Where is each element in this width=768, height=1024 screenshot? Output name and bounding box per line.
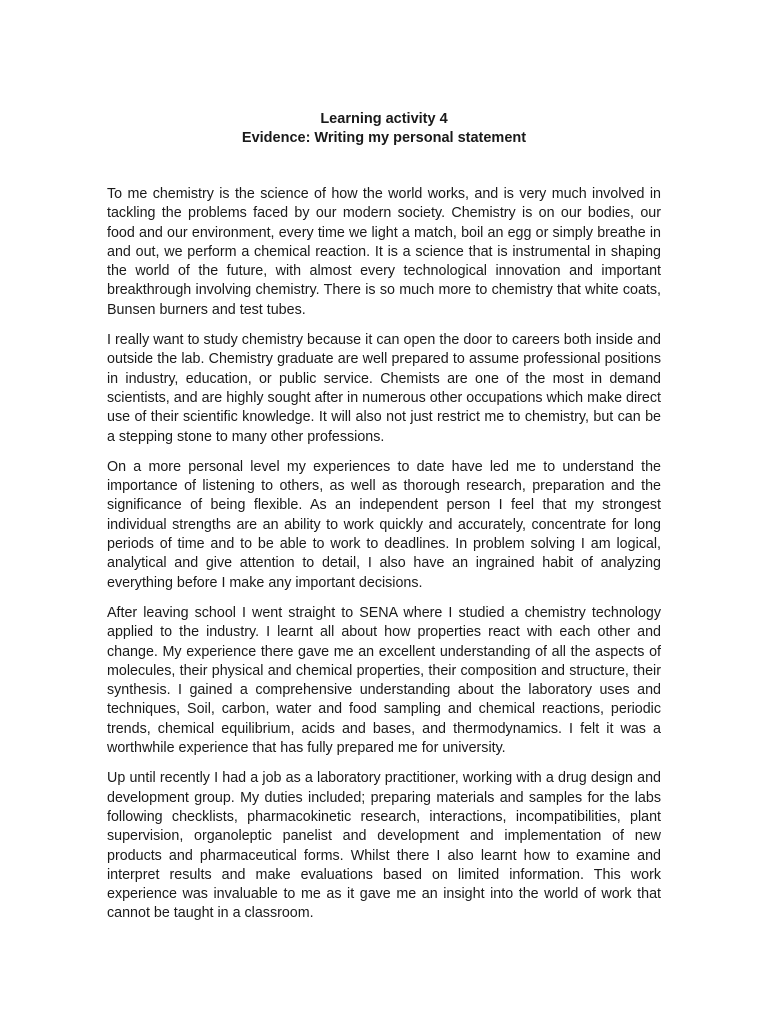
document-title: Learning activity 4 [320,111,448,127]
document-body [107,185,661,935]
body-paragraph: After leaving school I went straight to SENA where I studied a chemistry technology applied to the industry. I learnt all about how properties react with each other and change. My experience there gave me an excellent understanding of all the aspects of molecules, their physical and chemical properties, their composition and structure, their synthesis. I gained a comprehensive understanding about the laboratory uses and techniques, Soil, carbon, water and food sampling and chemical reactions, periodic trends, chemical equilibrium, acids and bases, and thermodynamics. I felt it was a worthwhile experience that has fully prepared me for university. [107,604,661,757]
document-header [0,110,768,148]
document-subtitle: Evidence: Writing my personal statement [241,130,527,146]
body-paragraph: To me chemistry is the science of how the world works, and is very much involved in tackling the problems faced by our modern society. Chemistry is on our bodies, our food and our environment, every time we light a match, boil an egg or simply breathe in and out, we perform a chemical reaction. It is a science that is instrumental in shaping the world of the future, with almost every technological innovation and important breakthrough involving chemistry. There is so much more to chemistry that white coats, Bunsen burners and test tubes. [107,186,661,318]
body-paragraph: I really want to study chemistry because it can open the door to careers both inside and outside the lab. Chemistry graduate are well prepared to assume professional positions in industry, education, or public service. Chemists are one of the most in demand scientists, and are highly sought after in numerous other occupations which make direct use of their scientific knowledge. It will also not just restrict me to chemistry, but can be a stepping stone to many other professions. [107,332,661,445]
body-paragraph: Up until recently I had a job as a laboratory practitioner, working with a drug design and development group. My duties included; preparing materials and samples for the labs following checklists, pharmacokinetic research, interactions, incompatibilities, plant supervision, organoleptic panelist and development and implementation of new products and pharmaceutical forms. Whilst there I also learnt how to examine and interpret results and make evaluations based on limited information. This work experience was invaluable to me as it gave me an insight into the world of work that cannot be taught in a classroom. [107,770,661,922]
body-paragraph: On a more personal level my experiences to date have led me to understand the importance of listening to others, as well as thorough research, preparation and the significance of being flexible. As an independent person I feel that my strongest individual strengths are an ability to work quickly and accurately, concentrate for long periods of time and to be able to work to deadlines. In problem solving I am logical, analytical and give attention to detail, I also have an ingrained habit of analyzing everything before I make any important decisions. [107,458,661,591]
